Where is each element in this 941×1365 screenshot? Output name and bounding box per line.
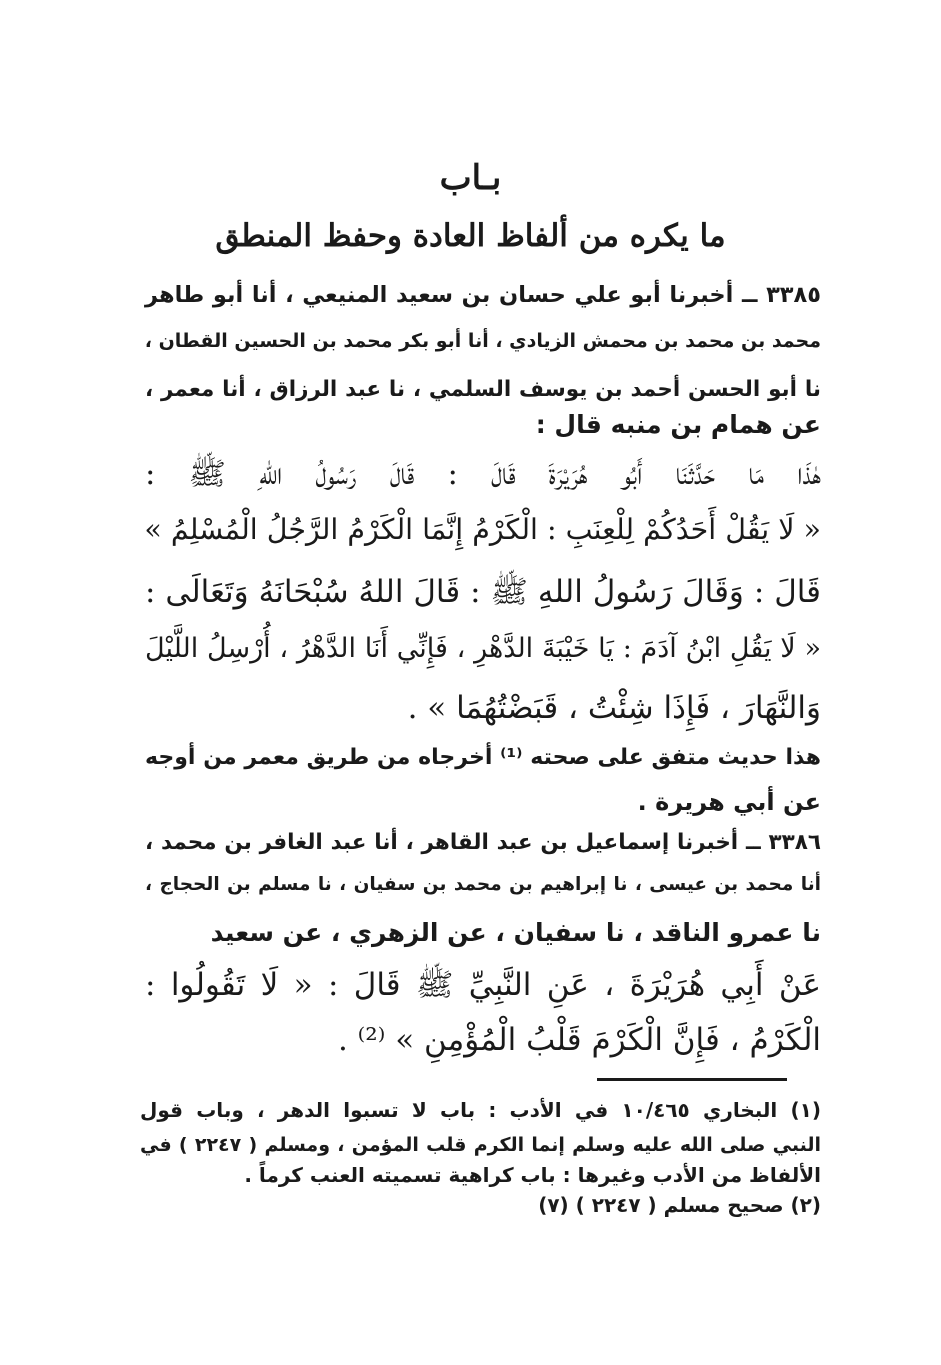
footnote-line: الألفاظ من الأدب وغيرها : باب كراهية تسميته العنب كرماً . xyxy=(244,1163,821,1187)
matn-line: وَالنَّهَارَ ، فَإِذَا شِئْتُ ، قَبَضْتُهُمَا » . xyxy=(407,690,821,726)
matn-line: « لَا يَقُلِ ابْنُ آدَمَ : يَا خَيْبَةَ الدَّهْرِ ، فَإِنِّي أَنَا الدَّهْرُ ، أُرْسِلُ اللَّيْلَ xyxy=(145,633,821,664)
hadith-comment-line: هذا حديث متفق على صحته ⁽¹⁾ أخرجاه من طريق معمر من أوجه xyxy=(145,745,822,770)
isnad-line: نا أبو الحسن أحمد بن يوسف السلمي ، نا عبد الرزاق ، أنا معمر ، xyxy=(145,377,821,402)
isnad-line: ٣٣٨٥ ــ أخبرنا أبو علي حسان بن سعيد المنيعي ، أنا أبو طاهر xyxy=(145,282,821,308)
matn-line: عَنْ أَبِي هُرَيْرَةَ ، عَنِ النَّبِيِّ ﷺ قَالَ : « لَا تَقُولُوا : xyxy=(145,967,821,1003)
chapter-title: ما يكره من ألفاظ العادة وحفظ المنطق xyxy=(215,218,726,254)
footnote-line: النبي صلى الله عليه وسلم إنما الكرم قلب المؤمن ، ومسلم ( ٢٢٤٧ ) في xyxy=(140,1134,822,1156)
hadith-comment-line: عن أبي هريرة . xyxy=(637,788,821,816)
isnad-line: أنا محمد بن عيسى ، نا إبراهيم بن محمد بن سفيان ، نا مسلم بن الحجاج ، xyxy=(145,874,821,895)
isnad-line: محمد بن محمد بن محمش الزيادي ، أنا أبو بكر محمد بن الحسين القطان ، xyxy=(144,330,821,352)
chapter-heading: بـاب xyxy=(439,158,502,198)
matn-line: هٰذَا مَا حَدَّثَنَا أَبُو هُرَيْرَةَ قَالَ : قَالَ رَسُولُ اللهِ ﷺ : xyxy=(145,456,821,492)
isnad-line: ٣٣٨٦ ــ أخبرنا إسماعيل بن عبد القاهر ، أنا عبد الغافر بن محمد ، xyxy=(145,830,821,855)
matn-line: قَالَ : وَقَالَ رَسُولُ اللهِ ﷺ : قَالَ اللهُ سُبْحَانَهُ وَتَعَالَى : xyxy=(145,574,821,610)
footnote-line: (١) البخاري ١٠/٤٦٥ في الأدب : باب لا تسبوا الدهر ، وباب قول xyxy=(140,1098,821,1122)
matn-line: « لَا يَقُلْ أَحَدُكُمْ لِلْعِنَبِ : الْكَرْمُ إِنَّمَا الْكَرْمُ الرَّجُلُ الْمُسْلِمُ » xyxy=(144,513,821,546)
footnote-line: (٢) صحيح مسلم ( ٢٢٤٧ ) (٧) xyxy=(538,1193,821,1217)
isnad-line: نا عمرو الناقد ، نا سفيان ، عن الزهري ، عن سعيد xyxy=(210,918,821,947)
footnote-separator xyxy=(597,1078,787,1081)
matn-line: الْكَرْمُ ، فَإِنَّ الْكَرْمَ قَلْبُ الْمُؤْمِنِ » ⁽²⁾ . xyxy=(337,1022,821,1058)
isnad-line: عن همام بن منبه قال : xyxy=(535,410,821,439)
